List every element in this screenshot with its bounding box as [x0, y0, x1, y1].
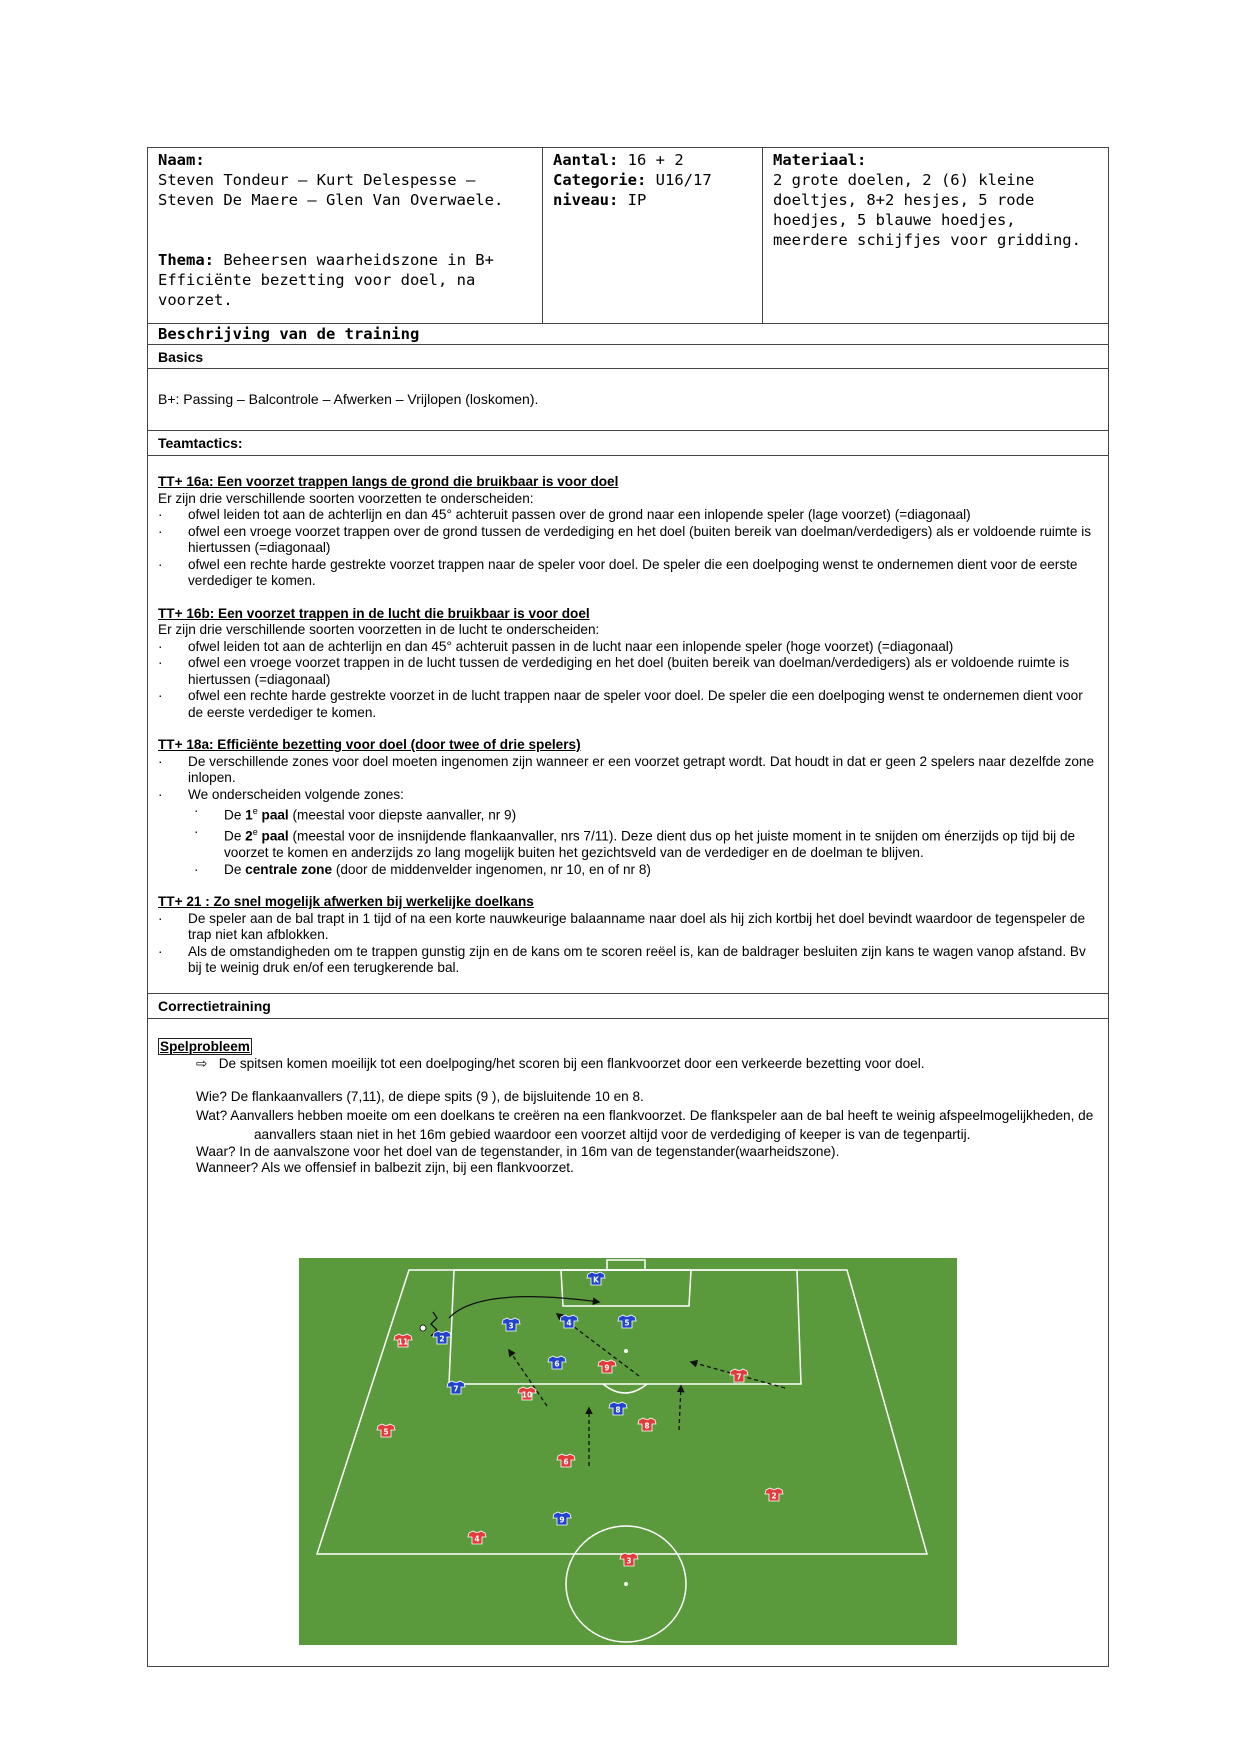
zone-item-1: · De 1e paal (meestal voor diepste aanvaller, nr 9) — [194, 803, 517, 823]
beschrijving-title: Beschrijving van de training — [148, 323, 1108, 345]
pitch-diagram — [299, 1258, 957, 1645]
teamtactics-body — [148, 456, 1108, 994]
wanneer-text: Wanneer? Als we offensief in balbezit zijn, bij een flankvoorzet. — [196, 1160, 574, 1175]
list-item: · ofwel een rechte harde gestrekte voorzet in de lucht trappen naar de speler voor doel. De speler die een doelpoging wenst te ondernemen dient voor de eerste verdediger te komen. — [158, 688, 1083, 720]
list-item: · ofwel leiden tot aan de achterlijn en dan 45° achteruit passen in de lucht naar een inlopende speler (hoge voorzet) (=diagonaal) — [158, 638, 954, 654]
svg-text:6: 6 — [563, 1457, 569, 1467]
wat-text: Wat? Aanvallers hebben moeite om een doelkans te creëren na een flankvoorzet. De flankspeler aan de bal heeft te weinig afspeelmogelijkheden, de aanvallers staan niet in het 16m gebied waardoor een voorzet altijd voor de verdediging of keeper is van de tegenpartij. — [196, 1107, 1094, 1142]
tt21-title: TT+ 21 : Zo snel mogelijk afwerken bij werkelijke doelkans — [158, 894, 534, 910]
training-sheet — [147, 147, 1109, 1667]
zone-item-2: · De 2e paal (meestal voor de insnijdende flankaanvaller, nrs 7/11). Deze dient dus op het juiste moment in te snijden om énerzijds op tijd bij de voorzet te komen en anderzijds zo lang mogelijk buiten het gezichtsveld van de verdediger en de doelman te blijven. — [194, 824, 1076, 861]
svg-text:9: 9 — [559, 1515, 565, 1525]
list-item: · ofwel leiden tot aan de achterlijn en dan 45° achteruit passen over de grond naar een inlopende speler (lage voorzet) (=diagonaal) — [158, 507, 971, 522]
list-item: · We onderscheiden volgende zones: — [158, 786, 404, 802]
aantal-value: 16 + 2 — [627, 151, 684, 169]
tt16a-title: TT+ 16a: Een voorzet trappen langs de grond die bruikbaar is voor doel — [158, 474, 619, 489]
basics-text: B+: Passing – Balcontrole – Afwerken – Vrijlopen (loskomen). — [148, 369, 1108, 431]
svg-text:2: 2 — [771, 1491, 777, 1501]
svg-text:5: 5 — [383, 1427, 389, 1437]
teamtactics-title: Teamtactics: — [148, 431, 1108, 456]
list-item: · De verschillende zones voor doel moeten ingenomen zijn wanneer er een voorzet getrapt wordt. Dat houdt in dat er geen 2 spelers naar dezelfde zone inlopen. — [158, 753, 1095, 785]
waar-text: Waar? In de aanvalszone voor het doel van de tegenstander, in 16m van de tegenstander(waarheidszone). — [196, 1143, 840, 1159]
materiaal-label: Materiaal: — [773, 151, 867, 169]
categorie-value: U16/17 — [655, 171, 712, 189]
svg-text:K: K — [593, 1275, 599, 1285]
basics-title: Basics — [148, 345, 1108, 369]
svg-text:7: 7 — [453, 1384, 459, 1394]
tt16b-title: TT+ 16b: Een voorzet trappen in de lucht die bruikbaar is voor doel — [158, 605, 590, 621]
list-item: · Als de omstandigheden om te trappen gunstig zijn en de kans om te scoren reëel is, kan de baldrager besluiten zijn kans te wagen vanop afstand. Bv bij te weinig druk en/of een terugkerende bal. — [158, 943, 1086, 976]
svg-text:6: 6 — [554, 1359, 560, 1369]
correctie-body — [148, 1019, 1108, 1259]
svg-text:9: 9 — [604, 1363, 610, 1373]
list-item: · ofwel een vroege voorzet trappen over de grond tussen de verdediging en het doel (buiten bereik van doelman/verdedigers) als er voldoende ruimte is hiertussen (=diagonaal) — [158, 523, 1092, 555]
svg-text:4: 4 — [474, 1534, 480, 1544]
categorie-label: Categorie: — [553, 171, 647, 189]
list-item: · ofwel een rechte harde gestrekte voorzet trappen naar de speler voor doel. De speler die een doelpoging wenst te ondernemen dient voor de eerste verdediger te komen. — [158, 556, 1078, 588]
svg-text:8: 8 — [644, 1421, 650, 1431]
svg-text:3: 3 — [508, 1321, 514, 1331]
aantal-cell — [543, 148, 763, 323]
wie-text: Wie? De flankaanvallers (7,11), de diepe spits (9 ), de bijsluitende 10 en 8. — [196, 1089, 644, 1104]
correctie-title: Correctietraining — [148, 994, 1108, 1019]
niveau-value: IP — [627, 191, 647, 209]
ball-icon — [420, 1325, 426, 1331]
niveau-label: niveau: — [553, 191, 619, 209]
svg-text:3: 3 — [626, 1556, 632, 1566]
list-item: · ofwel een vroege voorzet trappen in de lucht tussen de verdediging en het doel (buiten bereik van doelman/verdedigers) als er voldoende ruimte is hiertussen (=diagonaal) — [158, 655, 1070, 687]
svg-text:10: 10 — [521, 1390, 533, 1400]
materiaal-cell — [763, 148, 1108, 323]
svg-text:2: 2 — [439, 1334, 445, 1344]
naam-label: Naam: — [158, 151, 205, 169]
svg-text:8: 8 — [615, 1405, 621, 1415]
aantal-label: Aantal: — [553, 151, 619, 169]
thema-label: Thema: — [158, 251, 214, 269]
svg-text:11: 11 — [397, 1337, 409, 1347]
tt18a-title: TT+ 18a: Efficiënte bezetting voor doel (door twee of drie spelers) — [158, 737, 581, 752]
spelprobleem-label: Spelprobleem — [160, 1039, 250, 1054]
header-row — [148, 148, 1108, 324]
zone-item-3: · De centrale zone (door de middenvelder ingenomen, nr 10, en of nr 8) — [194, 861, 651, 877]
svg-text:5: 5 — [624, 1318, 630, 1328]
tt16b-intro: Er zijn drie verschillende soorten voorzetten in de lucht te onderscheiden: — [158, 622, 600, 637]
naam-value: Steven Tondeur – Kurt Delespesse – Steven De Maere – Glen Van Overwaele. — [158, 171, 504, 209]
list-item: · De speler aan de bal trapt in 1 tijd of na een korte nauwkeurige balaanname naar doel als hij zich kortbij het doel bevindt waardoor de tegenspeler de trap niet kan afblokken. — [158, 910, 1086, 943]
naam-cell — [148, 148, 543, 323]
materiaal-value: 2 grote doelen, 2 (6) kleine doeltjes, 8+2 hesjes, 5 rode hoedjes, 5 blauwe hoedjes, meerdere schijfjes voor gridding. — [773, 171, 1081, 249]
arrow-right-icon: ⇨ — [196, 1055, 208, 1071]
thema-value: Beheersen waarheidszone in B+ Efficiënte bezetting voor doel, na voorzet. — [158, 251, 494, 309]
svg-text:7: 7 — [736, 1372, 742, 1382]
probleem-text: De spitsen komen moeilijk tot een doelpoging/het scoren bij een flankvoorzet door een verkeerde bezetting voor doel. — [218, 1055, 925, 1071]
tt16a-intro: Er zijn drie verschillende soorten voorzetten te onderscheiden: — [158, 490, 534, 506]
svg-text:4: 4 — [566, 1318, 572, 1328]
